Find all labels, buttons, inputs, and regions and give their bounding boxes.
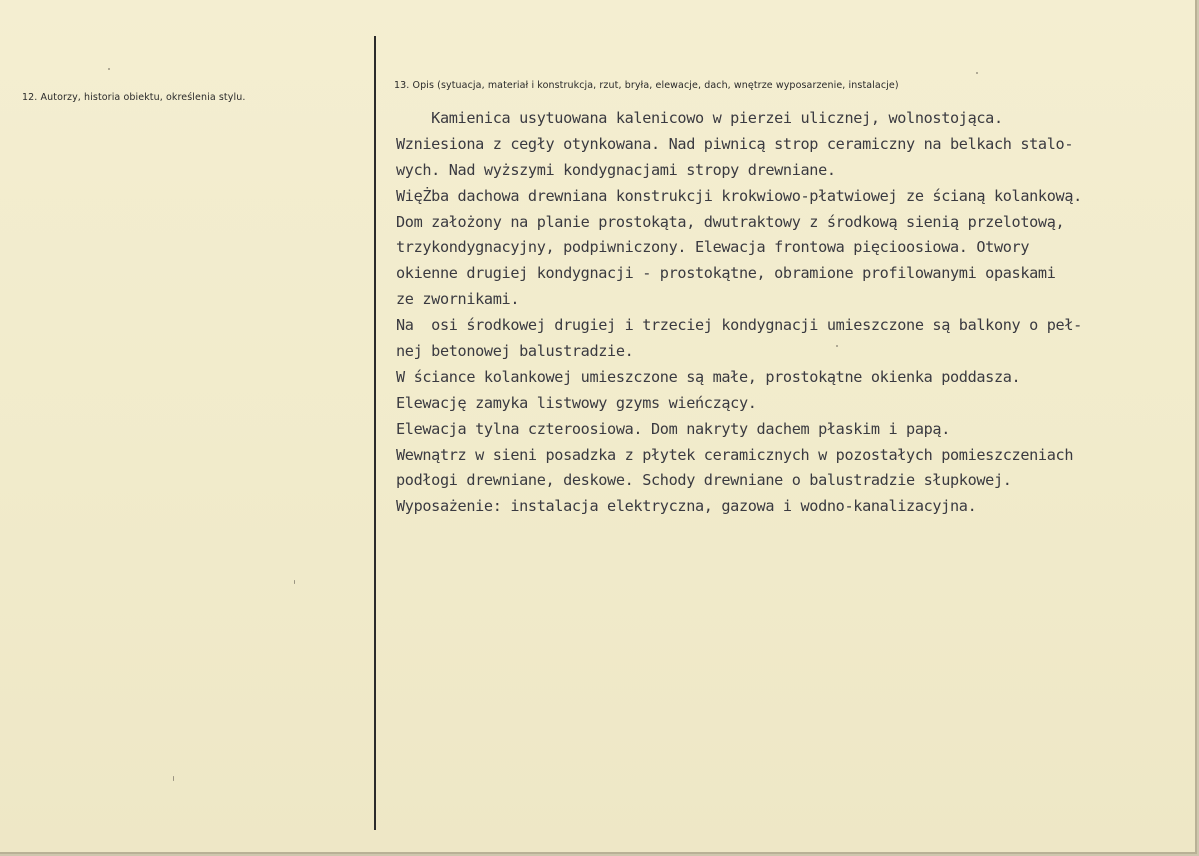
paper-speck	[173, 776, 174, 781]
paper-speck	[836, 345, 838, 347]
description-text	[396, 106, 1191, 520]
description-line: Elewacja tylna czteroosiowa. Dom nakryty dachem płaskim i papą.	[396, 419, 951, 438]
description-line: Wyposażenie: instalacja elektryczna, gazowa i wodno-kanalizacyjna.	[396, 497, 977, 516]
field-12-label: 12. Autorzy, historia obiektu, określenia stylu.	[22, 92, 246, 103]
description-line: WięŻba dachowa drewniana konstrukcji krokwiowo-płatwiowej ze ścianą kolankową.	[396, 186, 1082, 205]
description-line: trzykondygnacyjny, podpiwniczony. Elewacja frontowa pięcioosiowa. Otwory	[396, 238, 1030, 257]
field-13-label: 13. Opis (sytuacja, materiał i konstrukcja, rzut, bryła, elewacje, dach, wnętrze wyposarzenie, instalacje)	[394, 80, 899, 91]
description-line: Dom założony na planie prostokąta, dwutraktowy z środkową sienią przelotową,	[396, 212, 1065, 231]
description-line: nej betonowej balustradzie.	[396, 342, 634, 361]
description-line: okienne drugiej kondygnacji - prostokątne, obramione profilowanymi opaskami	[396, 264, 1056, 283]
description-line: Wewnątrz w sieni posadzka z płytek ceramicznych w pozostałych pomieszczeniach	[396, 445, 1074, 464]
description-line: Elewację zamyka listwowy gzyms wieńczący.	[396, 393, 757, 412]
column-divider	[374, 36, 376, 830]
description-line: podłogi drewniane, deskowe. Schody drewniane o balustradzie słupkowej.	[396, 471, 1012, 490]
paper-speck	[294, 580, 295, 584]
description-line: Na osi środkowej drugiej i trzeciej kondygnacji umieszczone są balkony o peł-	[396, 316, 1082, 335]
description-line: W ściance kolankowej umieszczone są małe, prostokątne okienka poddasza.	[396, 367, 1021, 386]
description-line: wych. Nad wyższymi kondygnacjami stropy drewniane.	[396, 160, 836, 179]
description-line: ze zwornikami.	[396, 290, 520, 309]
paper-speck	[108, 68, 110, 70]
description-line: Wzniesiona z cegły otynkowana. Nad piwnicą strop ceramiczny na belkach stalo-	[396, 134, 1074, 153]
description-line: Kamienica usytuowana kalenicowo w pierzei ulicznej, wolnostojąca.	[396, 109, 1003, 127]
paper-speck	[976, 72, 978, 74]
